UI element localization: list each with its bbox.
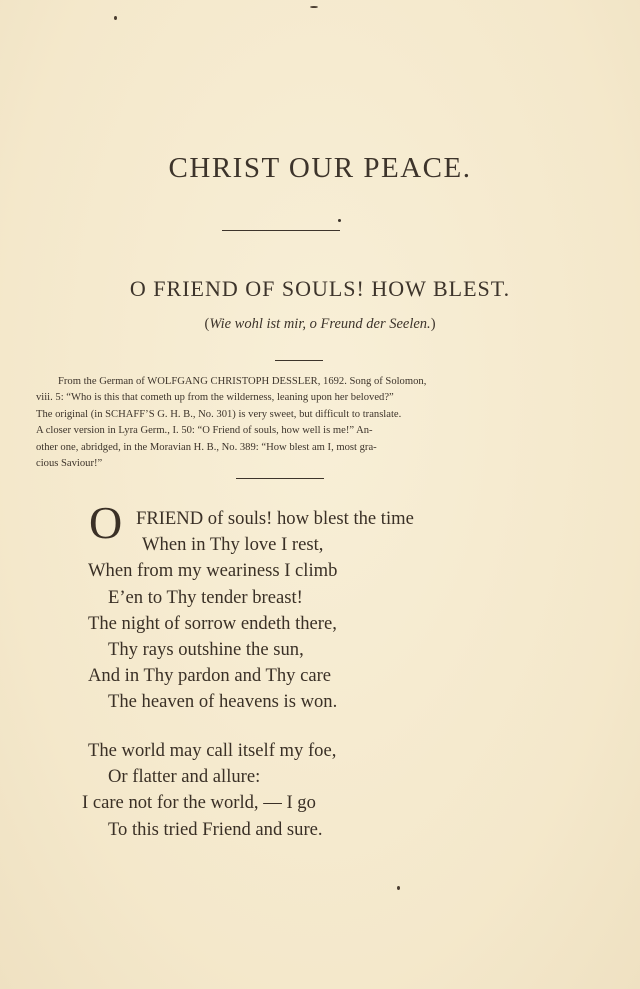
title-rule <box>222 230 340 231</box>
verse-line: The world may call itself my foe, <box>88 740 337 761</box>
drop-cap: O <box>89 497 123 548</box>
note-line: viii. 5: “Who is this that cometh up from the wilderness, leaning upon her beloved?” <box>36 392 394 404</box>
verse-line: FRIEND of souls! how blest the time <box>136 508 414 529</box>
note-line: From the German of WOLFGANG CHRISTOPH DESSLER, 1692. Song of Solomon, <box>58 376 427 387</box>
german-title-text: Wie wohl ist mir, o Freund der Seelen. <box>209 316 431 332</box>
verse-line: The heaven of heavens is won. <box>108 691 338 713</box>
german-rule <box>275 360 323 361</box>
note-line: cious Saviour!” <box>36 458 103 470</box>
note-line: other one, abridged, in the Moravian H. B., No. 389: “How blest am I, most gra- <box>36 441 377 453</box>
source-note <box>36 374 524 472</box>
hymn-title: O FRIEND OF SOULS! HOW BLEST. <box>129 276 511 301</box>
page-speck <box>397 886 400 890</box>
verse-line: E’en to Thy tender breast! <box>108 586 303 608</box>
ornament-dot <box>338 219 341 222</box>
verse-line: Thy rays outshine the sun, <box>108 639 304 661</box>
verse-line: And in Thy pardon and Thy care <box>88 665 332 687</box>
note-line: The original (in SCHAFF’S G. H. B., No. 301) is very sweet, but difficult to translate. <box>36 408 402 420</box>
stanza-2 <box>82 738 337 843</box>
verse-line: I care not for the world, — I go <box>82 792 316 814</box>
german-open-paren: ( <box>204 316 210 332</box>
note-rule <box>236 478 324 479</box>
page-title: CHRIST OUR PEACE. <box>168 152 472 184</box>
verse-line: When in Thy love I rest, <box>142 534 324 556</box>
page-speck <box>114 16 117 20</box>
stanza-1 <box>88 506 414 716</box>
german-close-paren: ) <box>430 316 436 332</box>
verse-line: Or flatter and allure: <box>108 766 261 788</box>
verse-line: To this tried Friend and sure. <box>108 818 323 840</box>
note-line: A closer version in Lyra Germ., I. 50: “O Friend of souls, how well is me!” An- <box>36 425 373 437</box>
german-title <box>0 316 640 333</box>
verse-line: The night of sorrow endeth there, <box>88 612 337 634</box>
verse-line: When from my weariness I climb <box>88 560 338 582</box>
page-speck <box>310 6 318 8</box>
